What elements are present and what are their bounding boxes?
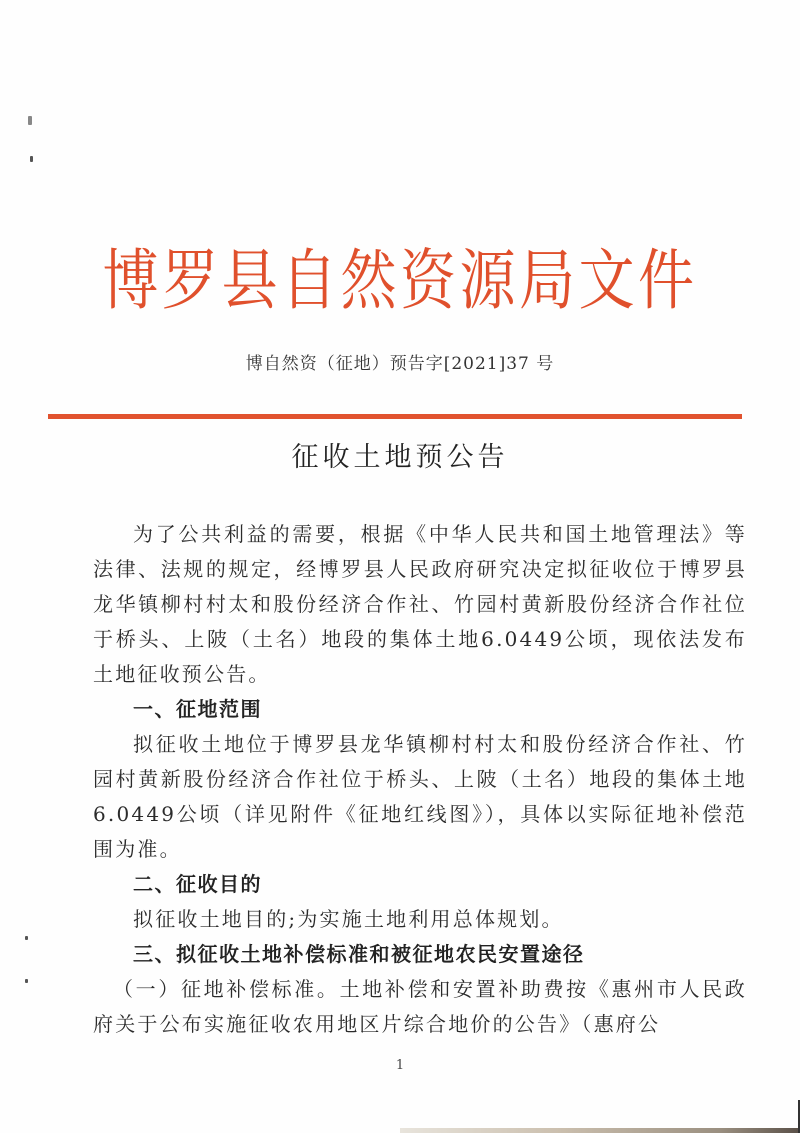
scan-mark	[30, 156, 33, 162]
intro-paragraph: 为了公共利益的需要，根据《中华人民共和国土地管理法》等法律、法规的规定，经博罗县人民政府研究决定拟征收位于博罗县龙华镇柳村村太和股份经济合作社、竹园村黄新股份经济合作社位于桥头、上陂（土名）地段的集体土地6.0449公顷，现依法发布土地征收预公告。	[93, 522, 747, 686]
red-divider-rule	[48, 414, 742, 419]
notice-title: 征收土地预公告	[291, 442, 509, 473]
document-number: 博自然资（征地）预告字[2021]37 号	[245, 354, 555, 374]
section-paragraph-compensation: （一）征地补偿标准。土地补偿和安置补助费按《惠州市人民政府关于公布实施征收农用地区片综合地价的公告》（惠府公	[93, 977, 747, 1036]
section-heading-purpose: 二、征收目的	[133, 872, 262, 896]
document-body	[93, 517, 747, 1042]
scan-mark	[28, 116, 32, 125]
section-paragraph-purpose: 拟征收土地目的;为实施土地利用总体规划。	[133, 907, 564, 931]
scan-mark	[25, 979, 28, 983]
section-paragraph-scope: 拟征收土地位于博罗县龙华镇柳村村太和股份经济合作社、竹园村黄新股份经济合作社位于桥头、上陂（土名）地段的集体土地6.0449公顷（详见附件《征地红线图》），具体以实际征地补偿范围为准。	[93, 732, 747, 861]
page-number: 1	[395, 1058, 405, 1073]
scan-bottom-edge	[400, 1128, 800, 1133]
section-heading-scope: 一、征地范围	[133, 697, 262, 721]
issuer-header: 博罗县自然资源局文件	[102, 242, 698, 319]
scan-mark	[25, 936, 28, 940]
section-heading-compensation: 三、拟征收土地补偿标准和被征地农民安置途径	[133, 942, 585, 966]
